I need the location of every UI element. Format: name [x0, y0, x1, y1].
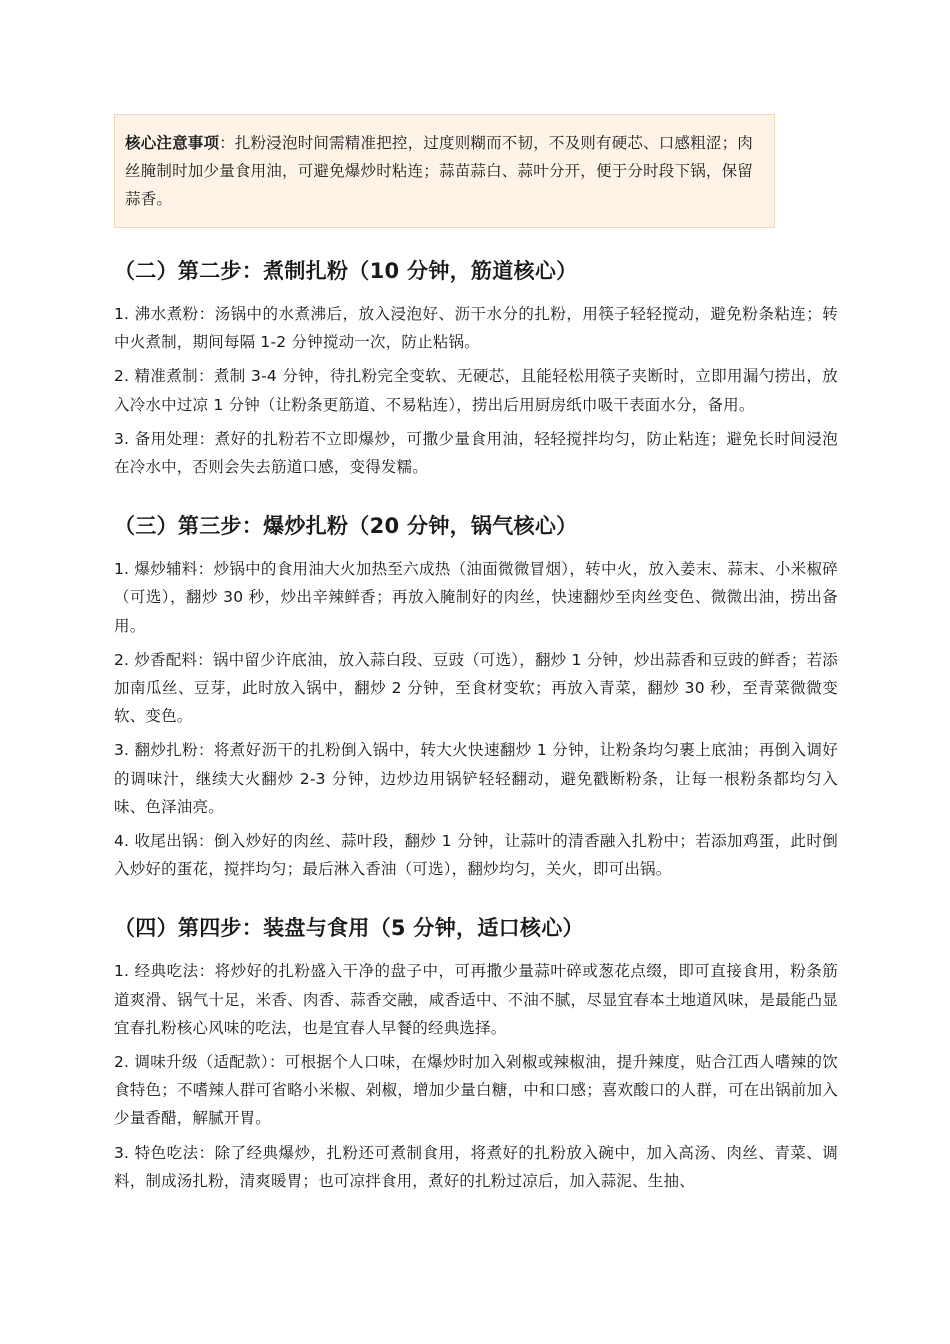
- list-item: 2. 调味升级（适配款）：可根据个人口味，在爆炒时加入剁椒或辣椒油，提升辣度，贴合江西人嗜辣的饮食特色；不嗜辣人群可省略小米椒、剁椒，增加少量白糖，中和口感；喜欢酸口的人群，可在出锅前加入少量香醋，解腻开胃。: [114, 1053, 838, 1128]
- section-3: [114, 511, 838, 883]
- list-item: 2. 精准煮制：煮制 3-4 分钟，待扎粉完全变软、无硬芯，且能轻松用筷子夹断时，立即用漏勺捞出，放入冷水中过凉 1 分钟（让粉条更筋道、不易粘连），捞出后用厨房纸巾吸干表面水分，备用。: [114, 367, 838, 414]
- list-item: 4. 收尾出锅：倒入炒好的肉丝、蒜叶段，翻炒 1 分钟，让蒜叶的清香融入扎粉中；若添加鸡蛋，此时倒入炒好的蛋花，搅拌均匀；最后淋入香油（可选），翻炒均匀，关火，即可出锅。: [114, 832, 838, 879]
- note-text: ：扎粉浸泡时间需精准把控，过度则糊而不韧，不及则有硬芯、口感粗涩；肉丝腌制时加少量食用油，可避免爆炒时粘连；蒜苗蒜白、蒜叶分开，便于分时段下锅，保留蒜香。: [125, 134, 754, 208]
- section-2: [114, 256, 838, 481]
- note-label: 核心注意事项: [125, 134, 220, 152]
- section-4: [114, 913, 838, 1195]
- list-item: 2. 炒香配料：锅中留少许底油，放入蒜白段、豆豉（可选），翻炒 1 分钟，炒出蒜香和豆豉的鲜香；若添加南瓜丝、豆芽，此时放入锅中，翻炒 2 分钟，至食材变软；再放入青菜，翻炒 30 秒，至青菜微微变软、变色。: [114, 650, 838, 726]
- section-title: （四）第四步：装盘与食用（5 分钟，适口核心）: [114, 916, 584, 941]
- document-page: [114, 114, 838, 1201]
- list-item: 1. 爆炒辅料：炒锅中的食用油大火加热至六成热（油面微微冒烟），转中火，放入姜末、蒜末、小米椒碎（可选），翻炒 30 秒，炒出辛辣鲜香；再放入腌制好的肉丝，快速翻炒至肉丝变色、微微出油，捞出备用。: [114, 560, 838, 635]
- list-item: 1. 经典吃法：将炒好的扎粉盛入干净的盘子中，可再撒少量蒜叶碎或葱花点缀，即可直接食用，粉条筋道爽滑、锅气十足，米香、肉香、蒜香交融，咸香适中、不油不腻，尽显宜春本土地道风味，是最能凸显宜春扎粉核心风味的吃法，也是宜春人早餐的经典选择。: [114, 962, 838, 1037]
- section-title: （二）第二步：煮制扎粉（10 分钟，筋道核心）: [114, 259, 578, 283]
- list-item: 3. 备用处理：煮好的扎粉若不立即爆炒，可撒少量食用油，轻轻搅拌均匀，防止粘连；避免长时间浸泡在冷水中，否则会失去筋道口感，变得发糯。: [114, 429, 838, 477]
- section-title: （三）第三步：爆炒扎粉（20 分钟，锅气核心）: [114, 514, 578, 539]
- list-item: 3. 翻炒扎粉：将煮好沥干的扎粉倒入锅中，转大火快速翻炒 1 分钟，让粉条均匀裹上底油；再倒入调好的调味汁，继续大火翻炒 2-3 分钟，边炒边用锅铲轻轻翻动，避免戳断粉条，让每一根粉条都均匀入味、色泽油亮。: [114, 741, 838, 816]
- list-item: 1. 沸水煮粉：汤锅中的水煮沸后，放入浸泡好、沥干水分的扎粉，用筷子轻轻搅动，避免粉条粘连；转中火煮制，期间每隔 1-2 分钟搅动一次，防止粘锅。: [114, 305, 838, 352]
- note-box: [114, 114, 775, 228]
- list-item: 3. 特色吃法：除了经典爆炒，扎粉还可煮制食用，将煮好的扎粉放入碗中，加入高汤、肉丝、青菜、调料，制成汤扎粉，清爽暖胃；也可凉拌食用，煮好的扎粉过凉后，加入蒜泥、生抽、: [114, 1143, 838, 1190]
